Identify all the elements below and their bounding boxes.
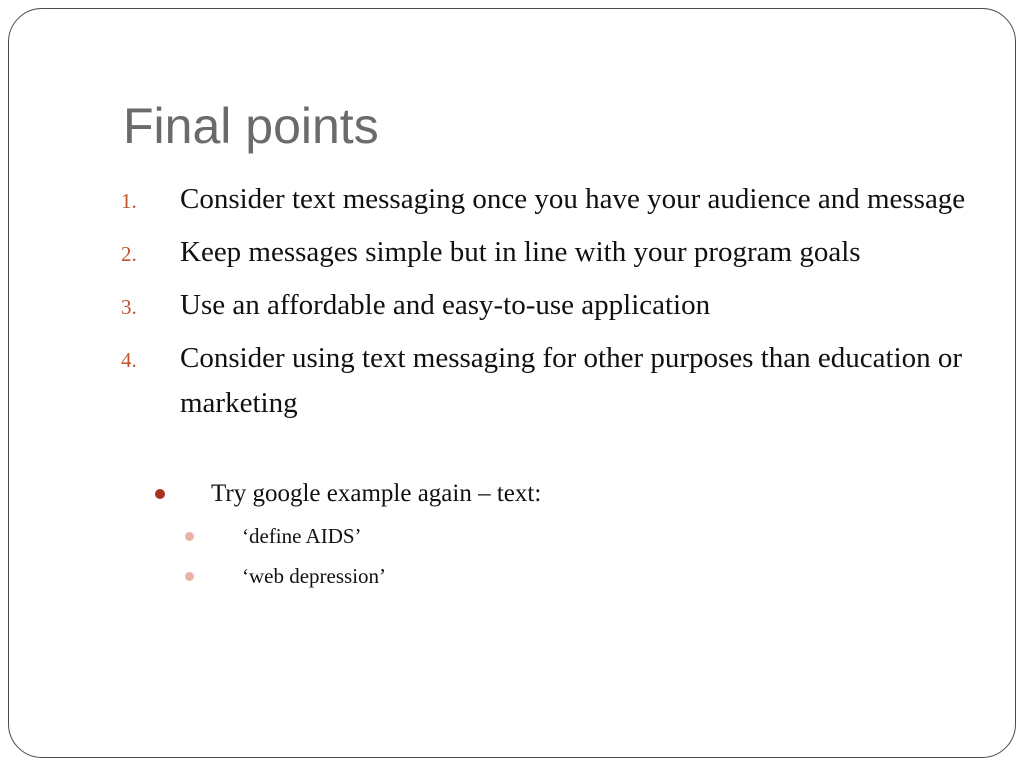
list-item <box>121 336 981 426</box>
sub-bullet-list <box>184 519 884 599</box>
sub-bullet-item <box>184 559 884 599</box>
slide-frame <box>8 8 1016 758</box>
item-number: 3. <box>121 295 137 319</box>
bullet-dot-icon <box>155 489 165 499</box>
item-number: 1. <box>121 189 137 213</box>
item-text: Keep messages simple but in line with your program goals <box>180 236 861 268</box>
list-item <box>121 283 981 328</box>
sub-bullet-text: ‘define AIDS’ <box>242 524 362 548</box>
slide-title: Final points <box>123 98 379 154</box>
bullet-text: Try google example again – text: <box>211 480 542 507</box>
sub-bullet-text: ‘web depression’ <box>242 564 387 588</box>
numbered-list <box>121 177 981 434</box>
list-item <box>121 230 981 275</box>
list-item <box>121 177 981 222</box>
item-text: Consider text messaging once you have your audience and message <box>180 183 966 215</box>
sub-bullet-dot-icon <box>185 532 194 541</box>
item-number: 2. <box>121 242 137 266</box>
item-text: Use an affordable and easy-to-use application <box>180 289 711 321</box>
sub-bullet-item <box>184 519 884 559</box>
item-number: 4. <box>121 348 137 372</box>
sub-bullet-dot-icon <box>185 572 194 581</box>
item-text: Consider using text messaging for other purposes than education or marketing <box>180 342 963 419</box>
